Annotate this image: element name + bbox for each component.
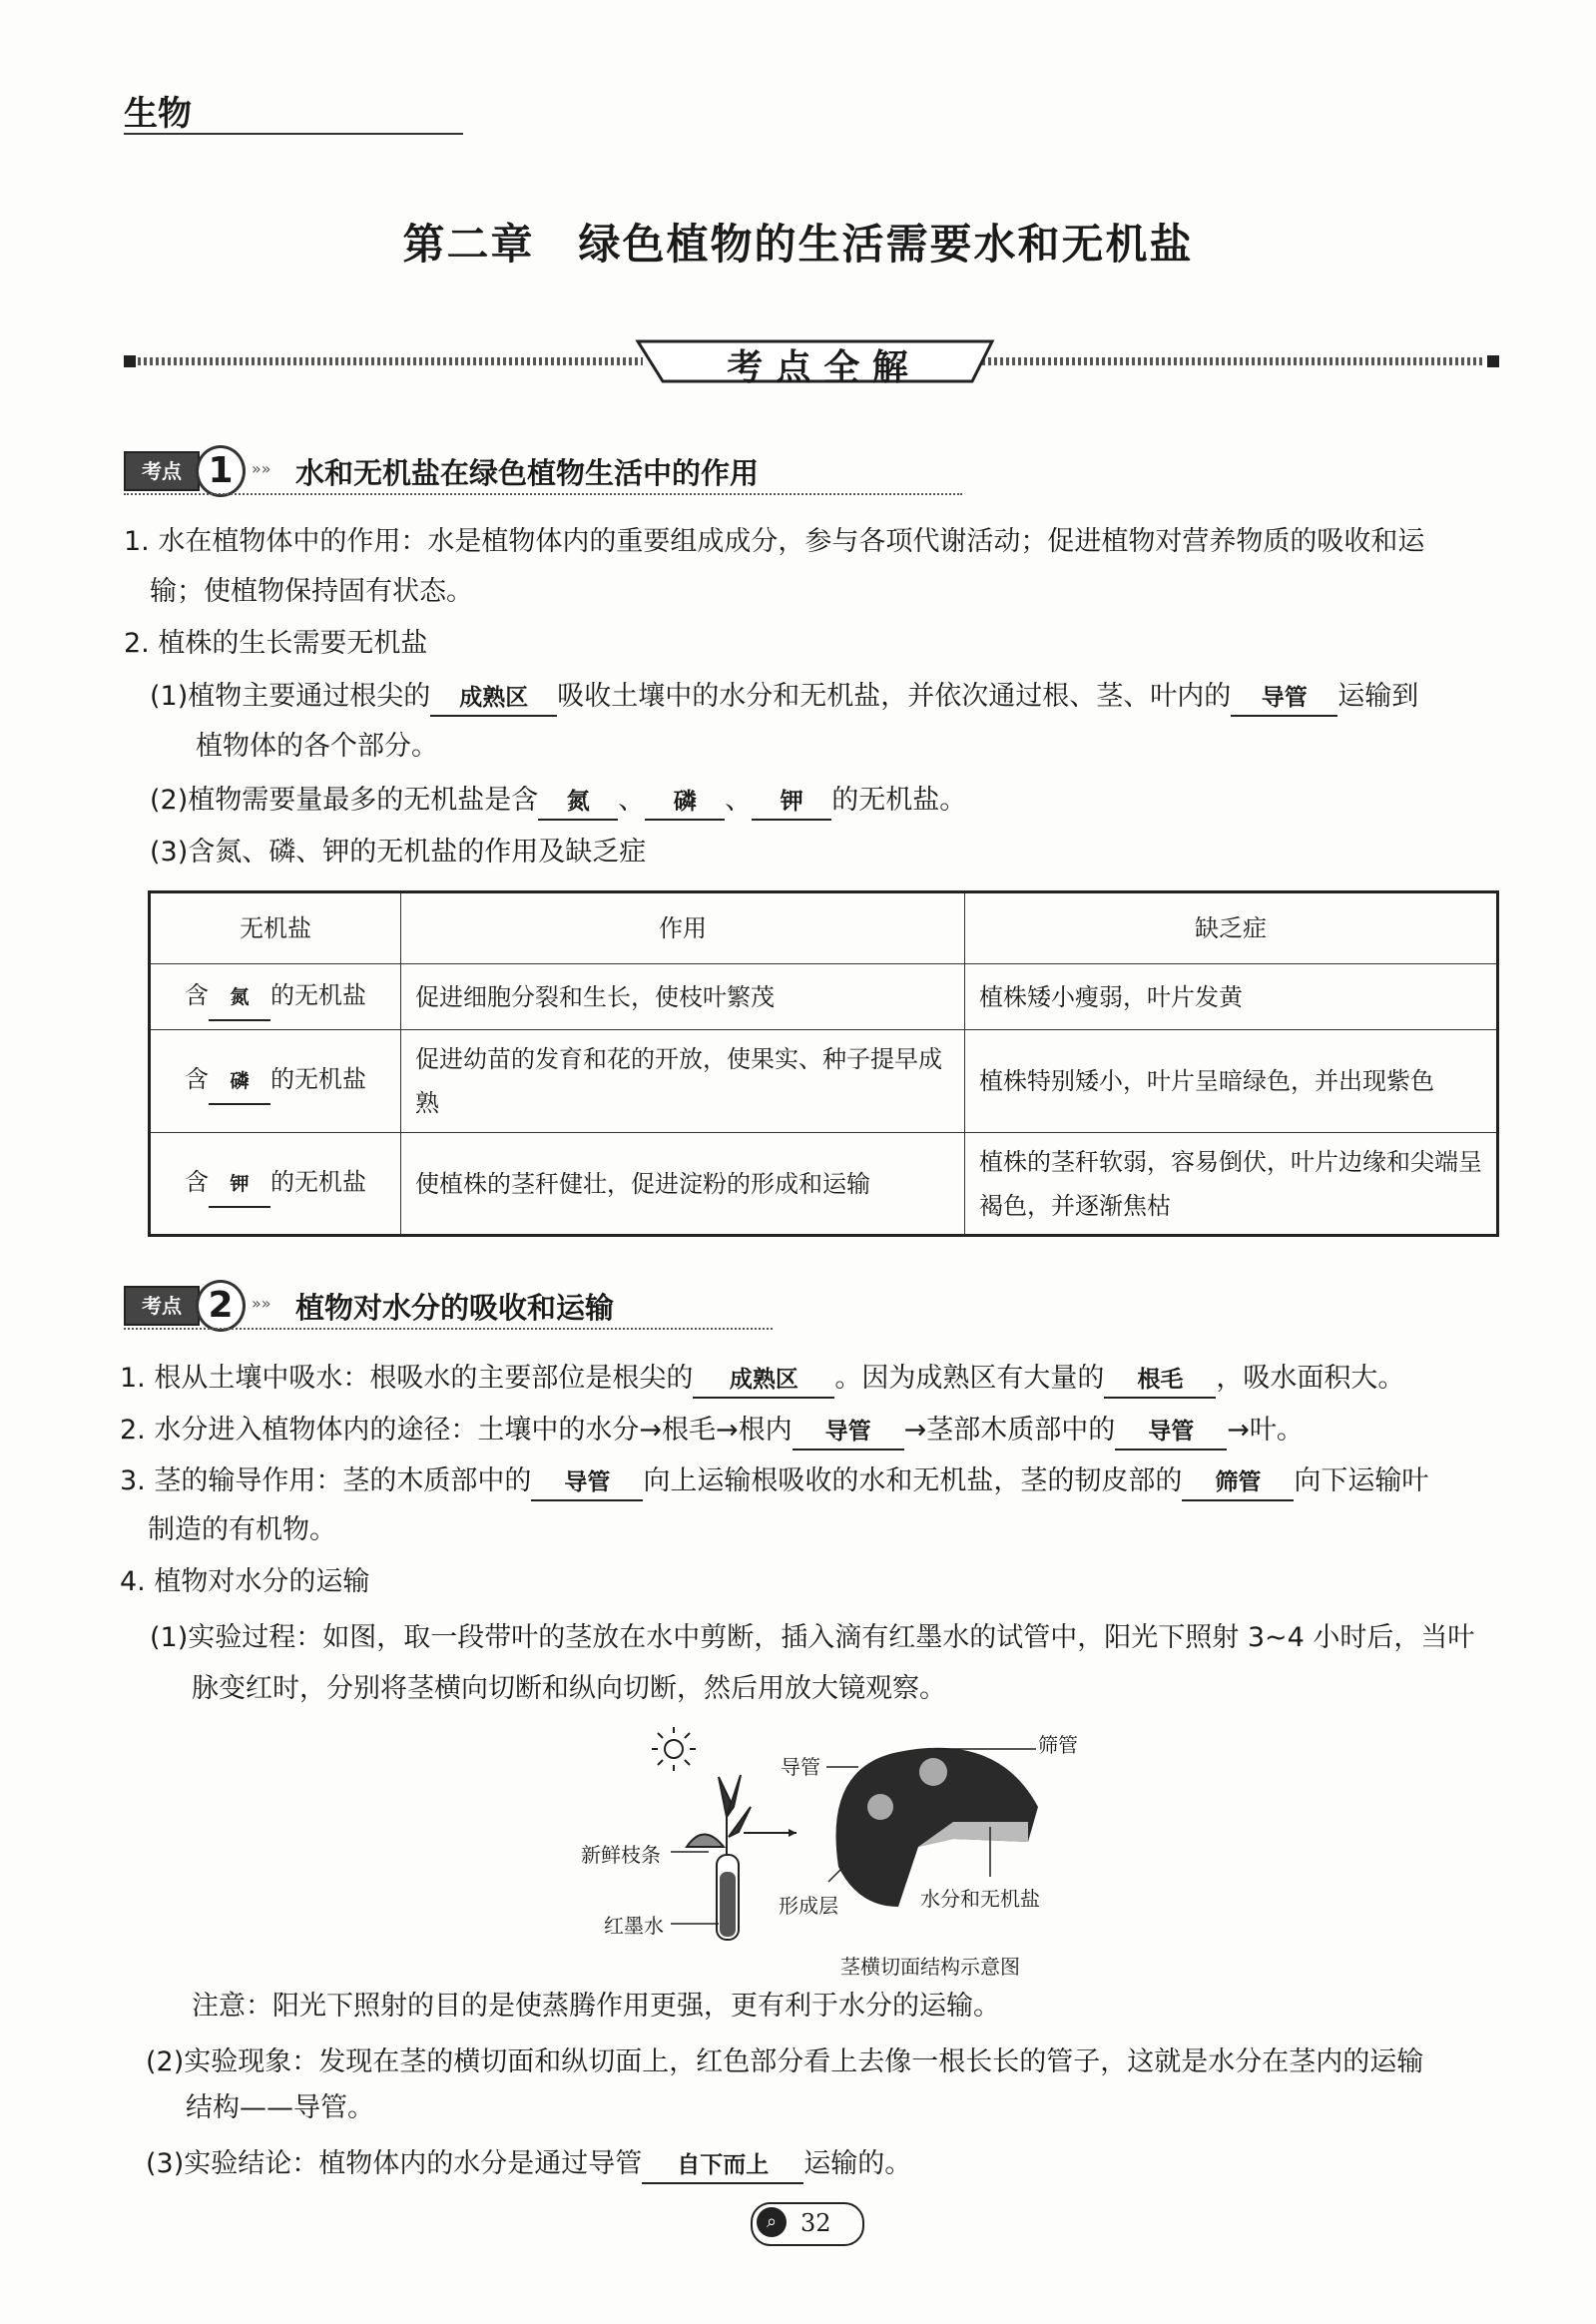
salt-cell: [150, 1133, 401, 1236]
page-number: 32: [800, 2209, 831, 2237]
label-red-ink: 红墨水: [604, 1914, 664, 1938]
text: 。因为成熟区有大量的: [834, 1363, 1105, 1394]
table-row: [150, 1133, 1498, 1236]
kaodian-tag: 考点: [124, 451, 200, 491]
text: 含: [185, 1167, 209, 1196]
kaodian-number: 1: [196, 445, 246, 497]
kaodian-title: 植物对水分的吸收和运输: [295, 1291, 615, 1325]
effect-cell: 使植株的茎秆健壮，促进淀粉的形成和运输: [401, 1133, 965, 1236]
sun-icon: [652, 1727, 696, 1771]
paragraph: [150, 784, 966, 821]
text: 的无机盐: [270, 980, 366, 1009]
answer-blank: 导管: [793, 1415, 904, 1451]
answer-blank: 导管: [1115, 1415, 1227, 1451]
column-header: 无机盐: [150, 892, 401, 964]
arrow-icon: [789, 1829, 797, 1837]
text: 吸收土壤中的水分和无机盐，并依次通过根、茎、叶内的: [557, 681, 1232, 712]
paragraph: 植物体的各个部分。: [196, 731, 438, 762]
text: ，吸水面积大。: [1216, 1363, 1405, 1394]
paragraph: 输；使植物保持固有状态。: [150, 576, 473, 607]
answer-blank: 导管: [1231, 681, 1337, 717]
answer-blank: 成熟区: [430, 681, 557, 717]
text: 向下运输叶: [1294, 1465, 1429, 1496]
paragraph: (1)实验过程：如图，取一段带叶的茎放在水中剪断，插入滴有红墨水的试管中，阳光下照射 3~4 小时后，当叶: [150, 1622, 1475, 1653]
kaodian-tag: 考点: [124, 1286, 200, 1326]
paragraph: 结构——导管。: [186, 2092, 374, 2123]
text: (2)植物需要量最多的无机盐是含: [150, 785, 539, 816]
text: (1)植物主要通过根尖的: [150, 681, 431, 712]
kaodian-2-heading: [124, 1278, 773, 1328]
text: 含: [185, 1065, 209, 1093]
text: →茎部木质部中的: [903, 1415, 1116, 1446]
search-icon: ⌕: [757, 2207, 787, 2237]
chevrons-icon: »»: [252, 1294, 271, 1313]
table-row: [150, 964, 1498, 1030]
chevrons-icon: »»: [252, 459, 271, 478]
answer-blank: 导管: [531, 1465, 643, 1501]
figure-caption: 茎横切面结构示意图: [840, 1955, 1020, 1979]
text: 3. 茎的输导作用：茎的木质部中的: [120, 1465, 532, 1496]
salt-cell: [150, 1030, 401, 1133]
kaodian-1-heading: [124, 443, 962, 493]
label-sieve-tube: 筛管: [1038, 1733, 1078, 1757]
label-branch: 新鲜枝条: [581, 1843, 661, 1867]
paragraph: 脉变红时，分别将茎横向切断和纵向切断，然后用放大镜观察。: [192, 1673, 946, 1704]
text: 运输到: [1337, 681, 1419, 712]
paragraph: 1. 水在植物体中的作用：水是植物体内的重要组成成分，参与各项代谢活动；促进植物对营养物质的吸收和运: [124, 526, 1425, 557]
answer-blank: 钾: [209, 1162, 270, 1208]
label-water-minerals: 水分和无机盐: [920, 1887, 1040, 1911]
header-divider: [124, 133, 463, 135]
answer-blank: 磷: [209, 1059, 270, 1105]
table-header-row: [150, 892, 1498, 964]
text: (3)实验结论：植物体内的水分是通过导管: [146, 2148, 643, 2179]
heading-underline: [124, 1328, 773, 1330]
deficiency-cell: 植株矮小瘦弱，叶片发黄: [965, 964, 1498, 1030]
answer-blank: 自下而上: [642, 2148, 803, 2184]
text: 的无机盐。: [831, 785, 967, 816]
paragraph: 2. 植株的生长需要无机盐: [124, 628, 428, 659]
effect-cell: 促进细胞分裂和生长，使枝叶繁茂: [401, 964, 965, 1030]
subject-header: 生物: [124, 94, 192, 134]
deficiency-cell: 植株的茎秆软弱，容易倒伏，叶片边缘和尖端呈褐色，并逐渐焦枯: [965, 1133, 1498, 1236]
answer-blank: 钾: [752, 785, 831, 821]
answer-blank: 根毛: [1104, 1363, 1216, 1399]
text: 、: [618, 785, 646, 816]
page-number-badge: [751, 2202, 864, 2246]
nutrient-table: [148, 890, 1499, 1237]
paragraph: (3)含氮、磷、钾的无机盐的作用及缺乏症: [150, 837, 647, 868]
answer-blank: 磷: [645, 785, 725, 821]
paragraph: 制造的有机物。: [148, 1514, 336, 1545]
answer-blank: 筛管: [1182, 1465, 1294, 1501]
kaodian-number: 2: [196, 1280, 246, 1332]
section-banner: [124, 339, 1501, 388]
answer-blank: 氮: [209, 975, 270, 1021]
text: 2. 水分进入植物体内的途径：土壤中的水分→根毛→根内: [120, 1415, 793, 1446]
paragraph: (2)实验现象：发现在茎的横切面和纵切面上，红色部分看上去像一根长长的管子，这就是水分在茎内的运输: [146, 2046, 1424, 2077]
text: 含: [185, 980, 209, 1009]
text: 的无机盐: [270, 1065, 366, 1093]
paragraph: [120, 1464, 1428, 1501]
effect-cell: 促进幼苗的发育和花的开放，使果实、种子提早成熟: [401, 1030, 965, 1133]
note: 注意：阳光下照射的目的是使蒸腾作用更强，更有利于水分的运输。: [192, 1991, 1000, 2022]
column-header: 作用: [401, 892, 965, 964]
text: 的无机盐: [270, 1167, 366, 1196]
paragraph: [120, 1414, 1304, 1451]
label-vessel: 导管: [781, 1755, 820, 1779]
deficiency-cell: 植株特别矮小，叶片呈暗绿色，并出现紫色: [965, 1030, 1498, 1133]
text: 1. 根从土壤中吸水：根吸水的主要部位是根尖的: [120, 1363, 694, 1394]
heading-underline: [124, 493, 962, 495]
text: 运输的。: [803, 2148, 912, 2179]
text: →叶。: [1227, 1415, 1304, 1446]
stem-experiment-figure: [559, 1707, 1118, 1987]
banner-title: 考 点 全 解: [727, 347, 908, 388]
paragraph: [146, 2147, 911, 2184]
table-row: [150, 1030, 1498, 1133]
answer-blank: 成熟区: [693, 1363, 834, 1399]
text: 向上运输根吸收的水和无机盐，茎的韧皮部的: [643, 1465, 1183, 1496]
red-ink: [720, 1872, 736, 1937]
text: 、: [725, 785, 753, 816]
label-cambium: 形成层: [779, 1894, 838, 1918]
paragraph: [150, 680, 1418, 717]
paragraph: [120, 1362, 1404, 1399]
answer-blank: 氮: [538, 785, 618, 821]
column-header: 缺乏症: [965, 892, 1498, 964]
paragraph: 4. 植物对水分的运输: [120, 1566, 370, 1597]
kaodian-title: 水和无机盐在绿色植物生活中的作用: [295, 456, 760, 490]
chapter-title: 第二章 绿色植物的生活需要水和无机盐: [402, 220, 1194, 269]
salt-cell: [150, 964, 401, 1030]
